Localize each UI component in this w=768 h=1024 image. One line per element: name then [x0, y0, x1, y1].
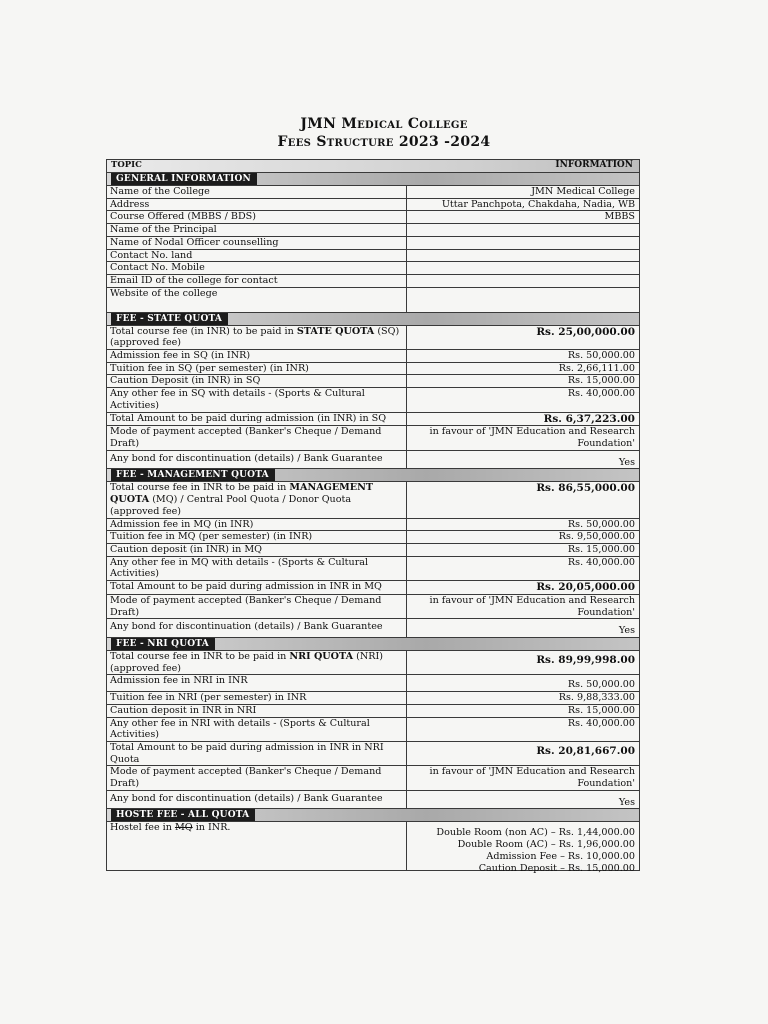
section-heading: FEE - MANAGEMENT QUOTA [111, 469, 275, 481]
row-label: Mode of payment accepted (Banker's Cheque / Demand Draft) [107, 766, 407, 789]
row-value: Rs. 20,81,667.00 [536, 744, 635, 757]
row-label: Admission fee in MQ (in INR) [107, 519, 407, 531]
row-label: Admission fee in NRI in INR [107, 675, 407, 691]
row-label: Total Amount to be paid during admission in INR in MQ [107, 581, 407, 594]
fees-table [106, 159, 640, 874]
row-value: Rs. 40,000.00 [567, 556, 635, 568]
table-row [107, 705, 639, 718]
row-value: Rs. 15,000.00 [567, 375, 635, 387]
table-header [107, 160, 639, 173]
row-label: Tuition fee in NRI (per semester) in INR [107, 692, 407, 704]
table-row [107, 363, 639, 376]
row-value [407, 275, 639, 287]
table-row [107, 262, 639, 275]
row-value: Rs. 40,000.00 [567, 388, 635, 400]
row-label: Name of Nodal Officer counselling [107, 237, 407, 249]
table-row [107, 519, 639, 532]
section-management-quota [107, 469, 639, 482]
row-label: Any other fee in MQ with details - (Sports & Cultural Activities) [107, 557, 407, 580]
table-row [107, 742, 639, 766]
row-label: Caution deposit in INR in NRI [107, 705, 407, 717]
table-row [107, 544, 639, 557]
table-row [107, 451, 639, 470]
row-value [407, 262, 639, 274]
row-label: Tuition fee in MQ (per semester) (in INR) [107, 531, 407, 543]
hostel-line: Caution Deposit – Rs. 15,000.00 [478, 862, 635, 874]
table-row [107, 692, 639, 705]
table-row [107, 388, 639, 412]
table-row [107, 426, 639, 450]
row-value [407, 822, 639, 874]
section-hostel-fee [107, 809, 639, 822]
row-value: Rs. 25,00,000.00 [536, 325, 635, 338]
row-value: MBBS [604, 211, 635, 223]
section-nri-quota [107, 638, 639, 651]
table-row [107, 350, 639, 363]
table-row [107, 482, 639, 518]
row-value: Rs. 9,88,333.00 [558, 692, 635, 704]
page-subtitle: Fees Structure 2023 -2024 [277, 134, 491, 150]
row-label: Email ID of the college for contact [107, 275, 407, 287]
row-label: Any other fee in NRI with details - (Sports & Cultural Activities) [107, 718, 407, 741]
page-title: JMN Medical College [300, 116, 468, 132]
row-value: Rs. 9,50,000.00 [558, 531, 635, 543]
table-row [107, 766, 639, 790]
hostel-line: Double Room (non AC) – Rs. 1,44,000.00 [436, 827, 635, 839]
hostel-line: Admission Fee – Rs. 10,000.00 [486, 850, 635, 862]
row-value: Rs. 15,000.00 [567, 704, 635, 716]
row-label: Total Amount to be paid during admission (in INR) in SQ [107, 413, 407, 426]
row-label: Course Offered (MBBS / BDS) [107, 211, 407, 223]
row-label: Name of the College [107, 186, 407, 198]
table-row [107, 288, 639, 313]
row-value: Yes [618, 456, 635, 468]
row-label: Website of the college [107, 288, 407, 312]
row-value: in favour of 'JMN Education and Research Foundation' [429, 594, 635, 618]
row-value: Rs. 40,000.00 [567, 717, 635, 729]
row-value [407, 288, 639, 312]
section-state-quota [107, 313, 639, 326]
row-label: Contact No. land [107, 250, 407, 262]
row-value: Yes [618, 796, 635, 808]
table-row [107, 531, 639, 544]
row-label: Caution Deposit (in INR) in SQ [107, 375, 407, 387]
row-value: JMN Medical College [531, 186, 635, 197]
row-label: Any bond for discontinuation (details) / Bank Guarantee [107, 619, 407, 637]
table-row [107, 595, 639, 619]
row-value: Rs. 20,05,000.00 [536, 581, 635, 594]
row-label: Total course fee in INR to be paid in NRI QUOTA (NRI) (approved fee) [107, 651, 407, 674]
section-heading: HOSTE FEE - ALL QUOTA [111, 809, 255, 821]
table-row [107, 375, 639, 388]
row-label: Contact No. Mobile [107, 262, 407, 274]
row-value: Rs. 50,000.00 [567, 518, 635, 530]
row-label: Mode of payment accepted (Banker's Cheque / Demand Draft) [107, 595, 407, 618]
row-value [407, 237, 639, 249]
section-general-information [107, 173, 639, 186]
row-label: Total Amount to be paid during admission in INR in NRI Quota [107, 742, 407, 765]
table-row [107, 275, 639, 288]
row-value [407, 224, 639, 236]
row-label: Total course fee (in INR) to be paid in STATE QUOTA (SQ) (approved fee) [107, 326, 407, 349]
row-label: Total course fee in INR to be paid in MANAGEMENT QUOTA (MQ) / Central Pool Quota / Donor Quota (approved fee) [107, 482, 407, 517]
table-row [107, 651, 639, 675]
row-value: Uttar Panchpota, Chakdaha, Nadia, WB [441, 198, 635, 210]
row-value: Rs. 2,66,111.00 [558, 362, 635, 374]
row-value: Rs. 89,99,998.00 [536, 653, 635, 666]
row-value: Rs. 6,37,223.00 [543, 412, 635, 425]
row-label: Any bond for discontinuation (details) / Bank Guarantee [107, 791, 407, 809]
section-heading: GENERAL INFORMATION [111, 173, 257, 185]
table-row [107, 186, 639, 199]
table-row [107, 413, 639, 427]
row-label: Any other fee in SQ with details - (Sports & Cultural Activities) [107, 388, 407, 411]
row-value: in favour of 'JMN Education and Research Foundation' [429, 426, 635, 450]
table-row [107, 250, 639, 263]
table-row [107, 557, 639, 581]
information-column-header: INFORMATION [555, 160, 633, 170]
row-label: Address [107, 199, 407, 211]
row-value: in favour of 'JMN Education and Research Foundation' [429, 766, 635, 790]
row-value: Rs. 50,000.00 [567, 350, 635, 362]
table-row [107, 619, 639, 638]
row-value: Rs. 50,000.00 [567, 679, 635, 691]
topic-column-header: TOPIC [111, 160, 142, 170]
row-value [407, 250, 639, 262]
row-value: Rs. 86,55,000.00 [536, 482, 635, 495]
section-heading: FEE - STATE QUOTA [111, 313, 228, 325]
hostel-line: Double Room (AC) – Rs. 1,96,000.00 [457, 839, 635, 851]
row-value: Rs. 15,000.00 [567, 543, 635, 555]
row-label: Any bond for discontinuation (details) / Bank Guarantee [107, 451, 407, 469]
row-value: Yes [618, 625, 635, 637]
row-label: Admission fee in SQ (in INR) [107, 350, 407, 362]
table-row [107, 224, 639, 237]
row-label: Tuition fee in SQ (per semester) (in INR) [107, 363, 407, 375]
table-row [107, 822, 639, 874]
table-row [107, 326, 639, 350]
table-row [107, 791, 639, 810]
row-label: Caution deposit (in INR) in MQ [107, 544, 407, 556]
table-row [107, 675, 639, 692]
row-label: Name of the Principal [107, 224, 407, 236]
table-row [107, 581, 639, 595]
table-row [107, 199, 639, 212]
row-label: Mode of payment accepted (Banker's Cheque / Demand Draft) [107, 426, 407, 449]
table-row [107, 718, 639, 742]
row-label: Hostel fee in MQ in INR. [107, 822, 407, 870]
section-heading: FEE - NRI QUOTA [111, 638, 215, 650]
table-row [107, 237, 639, 250]
table-row [107, 211, 639, 224]
